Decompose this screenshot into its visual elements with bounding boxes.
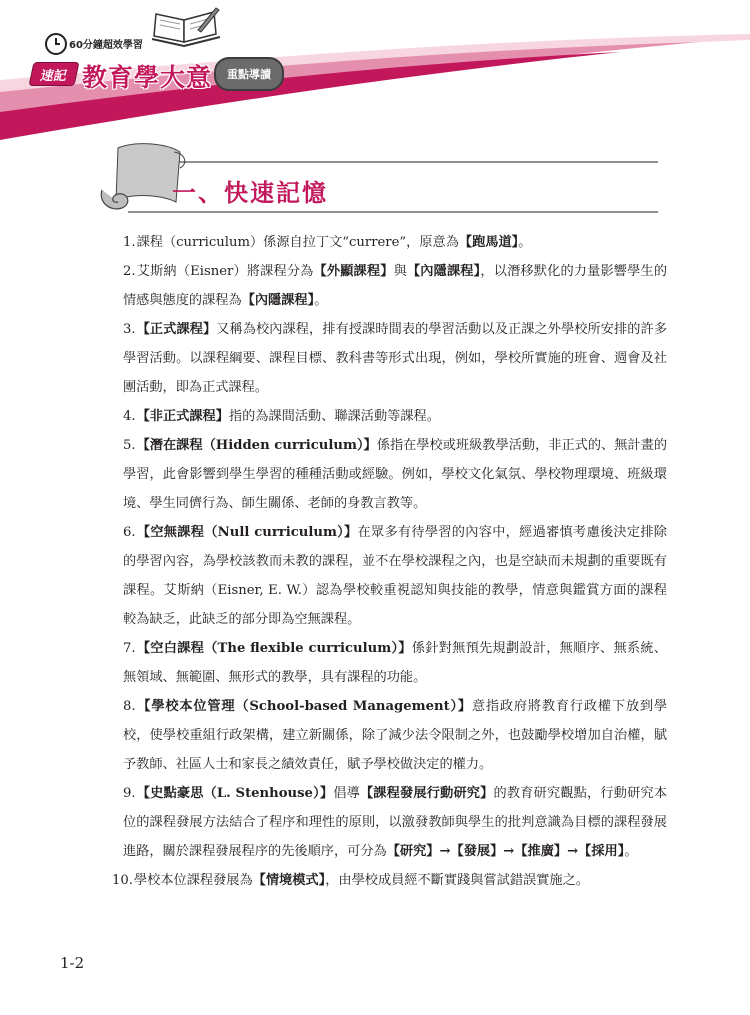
page-number: 1-2: [60, 954, 85, 972]
item-number: 5.: [123, 438, 136, 453]
list-item: [112, 779, 667, 866]
list-item: [112, 866, 667, 895]
item-text: 【非正式課程】指的為課間活動、聯課活動等課程。: [136, 409, 440, 424]
list-item: [112, 634, 667, 692]
book-title: 教育學大意: [82, 63, 213, 92]
item-number: 6.: [123, 525, 136, 540]
list-item: [112, 431, 667, 518]
list-item: [112, 692, 667, 779]
item-number: 10.: [112, 873, 133, 888]
key-points-badge: 重點導讀: [214, 57, 284, 91]
item-text: 【史點豪思（L. Stenhouse）】倡導【課程發展行動研究】的教育研究觀點，行動研究本位的課程發展方法結合了程序和理性的原則，以激發教師與學生的批判意識為目標的課程發展進路，關於課程發展程序的先後順序，可分為【研究】→【發展】→【推廣】→【採用】。: [123, 786, 668, 859]
list-item: [112, 315, 667, 402]
item-number: 8.: [123, 699, 136, 714]
list-item: [112, 228, 667, 257]
open-book-icon: [150, 6, 222, 50]
item-number: 2.: [123, 264, 136, 279]
item-text: 【學校本位管理（School-based Management）】意指政府將教育行政權下放到學校，使學校重組行政架構，建立新關係，除了減少法令限制之外，也鼓勵學校增加自治權，賦予教師、社區人士和家長之績效責任，賦予學校做決定的權力。: [123, 699, 668, 772]
item-number: 3.: [123, 322, 136, 337]
item-text: 【空無課程（Null curriculum）】在眾多有待學習的內容中，經過審慎考慮後決定排除的學習內容，為學校該教而未教的課程，並不在學校課程之內，也是空缺而未規劃的重要既有課程。艾斯納（Eisner, E. W.）認為學校較重視認知與技能的教學，情意與鑑賞方面的課程較為缺乏，此缺乏的部分即為空無課程。: [123, 525, 667, 627]
item-text: 學校本位課程發展為【情境模式】，由學校成員經不斷實踐與嘗試錯誤實施之。: [133, 873, 589, 888]
item-number: 1.: [123, 235, 136, 250]
item-text: 課程（curriculum）係源自拉丁文“currere”，原意為【跑馬道】。: [136, 235, 532, 250]
list-item: [112, 257, 667, 315]
item-text: 【潛在課程（Hidden curriculum）】係指在學校或班級教學活動，非正式的、無計畫的學習，此會影響到學生學習的種種活動或經驗。例如，學校文化氣氛、學校物理環境、班級環境、學生同儕行為、師生關係、老師的身教言教等。: [123, 438, 668, 511]
clock-icon: [45, 33, 67, 55]
section-title: 一、快速記憶: [172, 178, 328, 207]
list-item: [112, 402, 667, 431]
series-label: 60分鐘超效學習: [69, 40, 143, 51]
key-points-list: [112, 228, 667, 895]
item-number: 4.: [123, 409, 136, 424]
item-text: 【空白課程（The flexible curriculum）】係針對無預先規劃設計，無順序、無系統、無領域、無範圍、無形式的教學，具有課程的功能。: [123, 641, 667, 685]
item-text: 艾斯納（Eisner）將課程分為【外顯課程】與【內隱課程】，以潛移默化的力量影響學生的情感與態度的課程為【內隱課程】。: [123, 264, 668, 308]
item-text: 【正式課程】又稱為校內課程，排有授課時間表的學習活動以及正課之外學校所安排的許多學習活動。以課程綱要、課程目標、教科書等形式出現，例如，學校所實施的班會、週會及社團活動，即為正式課程。: [123, 322, 668, 395]
speed-tag: 速記: [28, 62, 79, 86]
list-item: [112, 518, 667, 634]
item-number: 7.: [123, 641, 136, 656]
item-number: 9.: [123, 786, 136, 801]
